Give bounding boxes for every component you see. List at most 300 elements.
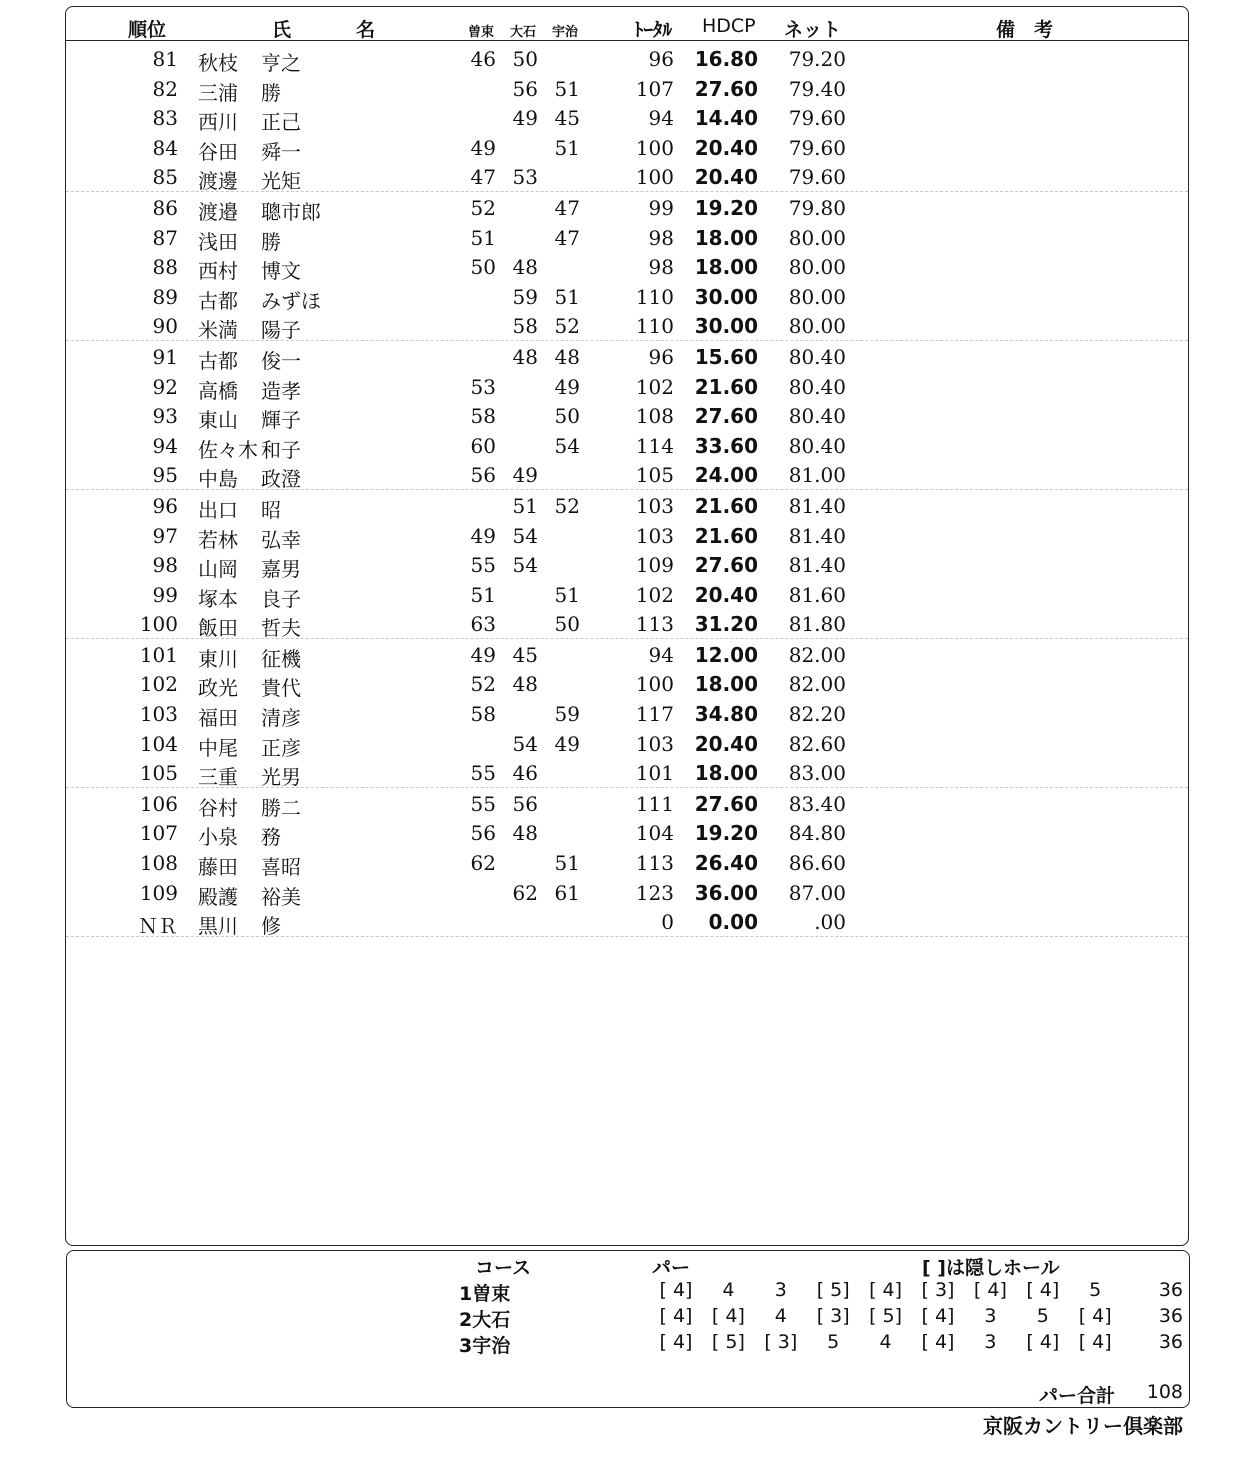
cell-s3: 52 bbox=[554, 493, 580, 518]
hole-par: 4 bbox=[879, 1331, 892, 1353]
cell-given: 光矩 bbox=[261, 169, 301, 194]
cell-rank: 102 bbox=[139, 672, 178, 697]
cell-total: 113 bbox=[635, 612, 674, 637]
table-row bbox=[66, 102, 1188, 135]
cell-family: 飯田 bbox=[198, 616, 238, 641]
cell-net: 81.40 bbox=[788, 553, 846, 578]
cell-rank: 91 bbox=[152, 344, 178, 369]
cell-hdcp: 27.60 bbox=[694, 404, 758, 429]
cell-total: 105 bbox=[635, 463, 674, 488]
cell-net: 82.20 bbox=[788, 702, 846, 727]
cell-family: 出口 bbox=[198, 497, 238, 522]
course-par-total: 36 bbox=[1158, 1305, 1183, 1327]
hole-par: [ 4] bbox=[1026, 1331, 1060, 1353]
hole-par: [ 3] bbox=[764, 1331, 798, 1353]
cell-total: 103 bbox=[635, 731, 674, 756]
cell-s1: 51 bbox=[470, 225, 496, 250]
cell-rank: 109 bbox=[139, 880, 178, 905]
table-row bbox=[66, 906, 1188, 937]
cell-s1: 62 bbox=[470, 851, 496, 876]
cell-net: 81.80 bbox=[788, 612, 846, 637]
cell-total: 98 bbox=[648, 225, 674, 250]
cell-family: 政光 bbox=[198, 676, 238, 701]
cell-total: 102 bbox=[635, 374, 674, 399]
cell-s1: 49 bbox=[470, 135, 496, 160]
cell-s3: 49 bbox=[554, 731, 580, 756]
table-row bbox=[66, 222, 1188, 252]
table-row bbox=[66, 310, 1188, 341]
cell-family: 西村 bbox=[198, 259, 238, 284]
cell-family: 谷村 bbox=[198, 795, 238, 820]
cell-hdcp: 18.00 bbox=[694, 761, 758, 786]
header-name-2: 名 bbox=[356, 19, 376, 41]
cell-net: 80.00 bbox=[788, 284, 846, 309]
table-row bbox=[66, 281, 1188, 311]
cell-hdcp: 34.80 bbox=[694, 702, 758, 727]
cell-hdcp: 15.60 bbox=[694, 344, 758, 369]
table-row bbox=[66, 161, 1188, 192]
cell-rank: 83 bbox=[152, 106, 178, 131]
cell-s3: 50 bbox=[554, 404, 580, 429]
cell-net: 81.40 bbox=[788, 523, 846, 548]
cell-rank: 84 bbox=[152, 135, 178, 160]
cell-s3: 51 bbox=[554, 76, 580, 101]
cell-s2: 54 bbox=[512, 553, 538, 578]
cell-hdcp: 30.00 bbox=[694, 284, 758, 309]
cell-net: 81.00 bbox=[788, 463, 846, 488]
table-row bbox=[66, 847, 1188, 880]
hole-par: [ 3] bbox=[816, 1305, 850, 1327]
cell-family: 佐々木 bbox=[198, 437, 258, 462]
cell-rank: 108 bbox=[139, 851, 178, 876]
cell-total: 100 bbox=[635, 672, 674, 697]
cell-hdcp: 20.40 bbox=[694, 731, 758, 756]
cell-rank: 100 bbox=[139, 612, 178, 637]
header-course1: 曽束 bbox=[468, 25, 495, 40]
table-row bbox=[66, 73, 1188, 103]
cell-rank: 107 bbox=[139, 821, 178, 846]
cell-total: 98 bbox=[648, 255, 674, 280]
hole-par: [ 4] bbox=[659, 1305, 693, 1327]
cell-rank: 92 bbox=[152, 374, 178, 399]
cell-hdcp: 36.00 bbox=[694, 880, 758, 905]
club-name: 京阪カントリー倶楽部 bbox=[983, 1414, 1183, 1438]
cell-hdcp: 30.00 bbox=[694, 314, 758, 339]
cell-given: 弘幸 bbox=[261, 527, 301, 552]
hidden-hole-note: [ ]は隠しホール bbox=[922, 1257, 1060, 1279]
cell-family: 黒川 bbox=[198, 914, 238, 939]
cell-family: 秋枝 bbox=[198, 51, 238, 75]
cell-s1: 56 bbox=[470, 821, 496, 846]
cell-total: 103 bbox=[635, 493, 674, 518]
cell-s2: 46 bbox=[512, 761, 538, 786]
cell-s2: 48 bbox=[512, 255, 538, 280]
cell-rank: 88 bbox=[152, 255, 178, 280]
cell-total: 96 bbox=[648, 47, 674, 71]
course-name: 3宇治 bbox=[459, 1335, 511, 1357]
table-row bbox=[66, 788, 1188, 818]
cell-family: 小泉 bbox=[198, 825, 238, 850]
cell-net: 83.40 bbox=[788, 791, 846, 816]
hole-par: [ 5] bbox=[711, 1331, 745, 1353]
hole-par: 3 bbox=[984, 1331, 997, 1353]
results-table bbox=[65, 6, 1189, 1246]
cell-s1: 51 bbox=[470, 582, 496, 607]
cell-s2: 56 bbox=[512, 76, 538, 101]
cell-net: 80.40 bbox=[788, 374, 846, 399]
table-row bbox=[66, 757, 1188, 788]
cell-hdcp: 12.00 bbox=[694, 642, 758, 667]
cell-rank: 81 bbox=[152, 47, 178, 71]
cell-total: 113 bbox=[635, 851, 674, 876]
cell-s2: 48 bbox=[512, 821, 538, 846]
cell-given: 良子 bbox=[261, 586, 301, 611]
cell-total: 94 bbox=[648, 106, 674, 131]
cell-s1: 53 bbox=[470, 374, 496, 399]
par-total-label: パー合計 bbox=[1039, 1385, 1116, 1407]
table-row bbox=[66, 251, 1188, 284]
header-course3: 宇治 bbox=[552, 25, 579, 40]
cell-s3: 51 bbox=[554, 135, 580, 160]
hole-pars bbox=[650, 1331, 1110, 1357]
cell-given: 俊一 bbox=[261, 348, 301, 373]
cell-given: 嘉男 bbox=[261, 557, 301, 582]
cell-s3: 48 bbox=[554, 344, 580, 369]
cell-total: 117 bbox=[635, 702, 674, 727]
cell-s3: 51 bbox=[554, 284, 580, 309]
cell-total: 110 bbox=[635, 284, 674, 309]
cell-s3: 61 bbox=[554, 880, 580, 905]
cell-family: 渡邉 bbox=[198, 199, 238, 224]
cell-given: 勝 bbox=[261, 229, 281, 254]
cell-s1: 63 bbox=[470, 612, 496, 637]
hole-par: 5 bbox=[1036, 1305, 1049, 1327]
par-label: パー bbox=[652, 1257, 691, 1279]
cell-net: 79.60 bbox=[788, 165, 846, 190]
cell-family: 福田 bbox=[198, 706, 238, 731]
cell-s1: 49 bbox=[470, 523, 496, 548]
cell-net: .00 bbox=[814, 910, 846, 935]
cell-total: 96 bbox=[648, 344, 674, 369]
cell-total: 111 bbox=[635, 791, 674, 816]
table-row bbox=[66, 459, 1188, 490]
cell-hdcp: 26.40 bbox=[694, 851, 758, 876]
table-row bbox=[66, 192, 1188, 222]
cell-total: 94 bbox=[648, 642, 674, 667]
cell-s2: 49 bbox=[512, 463, 538, 488]
cell-s1: 55 bbox=[470, 791, 496, 816]
cell-family: 西川 bbox=[198, 110, 238, 135]
cell-s3: 54 bbox=[554, 433, 580, 458]
hole-par: [ 4] bbox=[711, 1305, 745, 1327]
hole-par: 3 bbox=[774, 1279, 787, 1301]
cell-net: 84.80 bbox=[788, 821, 846, 846]
cell-total: 103 bbox=[635, 523, 674, 548]
cell-total: 114 bbox=[635, 433, 674, 458]
cell-s2: 56 bbox=[512, 791, 538, 816]
header-net: ネット bbox=[784, 19, 842, 41]
cell-s1: 55 bbox=[470, 761, 496, 786]
cell-given: 和子 bbox=[261, 437, 301, 462]
cell-s2: 50 bbox=[512, 47, 538, 71]
cell-total: 99 bbox=[648, 195, 674, 220]
cell-family: 三重 bbox=[198, 765, 238, 790]
cell-rank: 90 bbox=[152, 314, 178, 339]
cell-s3: 49 bbox=[554, 374, 580, 399]
cell-net: 79.60 bbox=[788, 135, 846, 160]
cell-given: 輝子 bbox=[261, 408, 301, 433]
cell-total: 0 bbox=[661, 910, 674, 935]
cell-s2: 54 bbox=[512, 523, 538, 548]
cell-net: 80.00 bbox=[788, 255, 846, 280]
cell-s2: 49 bbox=[512, 106, 538, 131]
cell-rank: 97 bbox=[152, 523, 178, 548]
hole-pars bbox=[650, 1279, 1110, 1305]
cell-given: 博文 bbox=[261, 259, 301, 284]
cell-hdcp: 18.00 bbox=[694, 672, 758, 697]
cell-hdcp: 19.20 bbox=[694, 195, 758, 220]
cell-given: 亨之 bbox=[261, 51, 301, 75]
cell-s2: 58 bbox=[512, 314, 538, 339]
cell-given: 光男 bbox=[261, 765, 301, 790]
cell-given: 舜一 bbox=[261, 139, 301, 164]
cell-s2: 48 bbox=[512, 344, 538, 369]
cell-net: 81.60 bbox=[788, 582, 846, 607]
cell-net: 80.40 bbox=[788, 344, 846, 369]
header-course2: 大石 bbox=[510, 25, 537, 40]
cell-s1: 50 bbox=[470, 255, 496, 280]
cell-s3: 59 bbox=[554, 702, 580, 727]
hole-par: 5 bbox=[1089, 1279, 1102, 1301]
cell-total: 123 bbox=[635, 880, 674, 905]
hole-par: [ 5] bbox=[869, 1305, 903, 1327]
cell-net: 79.60 bbox=[788, 106, 846, 131]
course-par-box bbox=[66, 1250, 1190, 1408]
cell-hdcp: 31.20 bbox=[694, 612, 758, 637]
cell-given: 昭 bbox=[261, 497, 281, 522]
cell-s1: 58 bbox=[470, 404, 496, 429]
header-rank: 順位 bbox=[128, 19, 167, 41]
table-row bbox=[66, 608, 1188, 639]
cell-family: 浅田 bbox=[198, 229, 238, 254]
header-name-1: 氏 bbox=[272, 19, 292, 41]
hole-par: [ 3] bbox=[921, 1279, 955, 1301]
table-row bbox=[66, 668, 1188, 701]
hole-par: [ 4] bbox=[1078, 1331, 1112, 1353]
hole-par: [ 4] bbox=[1026, 1279, 1060, 1301]
cell-given: 正己 bbox=[261, 110, 301, 135]
cell-given: 貴代 bbox=[261, 676, 301, 701]
cell-hdcp: 14.40 bbox=[694, 106, 758, 131]
cell-s2: 54 bbox=[512, 731, 538, 756]
cell-family: 殿護 bbox=[198, 884, 238, 909]
table-row bbox=[66, 490, 1188, 520]
cell-rank: 95 bbox=[152, 463, 178, 488]
cell-net: 82.00 bbox=[788, 672, 846, 697]
cell-s1: 52 bbox=[470, 672, 496, 697]
table-row bbox=[66, 877, 1188, 907]
cell-hdcp: 21.60 bbox=[694, 523, 758, 548]
header-remarks: 備 考 bbox=[996, 19, 1054, 41]
cell-s1: 60 bbox=[470, 433, 496, 458]
hole-par: [ 4] bbox=[973, 1279, 1007, 1301]
cell-family: 若林 bbox=[198, 527, 238, 552]
cell-hdcp: 21.60 bbox=[694, 374, 758, 399]
cell-rank: 101 bbox=[139, 642, 178, 667]
cell-rank: 103 bbox=[139, 702, 178, 727]
table-row bbox=[66, 43, 1188, 73]
cell-s2: 62 bbox=[512, 880, 538, 905]
cell-hdcp: 18.00 bbox=[694, 255, 758, 280]
cell-given: 政澄 bbox=[261, 467, 301, 492]
cell-rank: 86 bbox=[152, 195, 178, 220]
cell-net: 80.00 bbox=[788, 314, 846, 339]
table-row bbox=[66, 817, 1188, 850]
course-row bbox=[67, 1279, 1189, 1305]
cell-hdcp: 21.60 bbox=[694, 493, 758, 518]
cell-s2: 45 bbox=[512, 642, 538, 667]
cell-total: 107 bbox=[635, 76, 674, 101]
cell-family: 東山 bbox=[198, 408, 238, 433]
cell-net: 80.00 bbox=[788, 225, 846, 250]
cell-total: 108 bbox=[635, 404, 674, 429]
header-total: ﾄｰﾀﾙ bbox=[634, 19, 673, 41]
cell-s3: 45 bbox=[554, 106, 580, 131]
table-row bbox=[66, 698, 1188, 731]
cell-s3: 50 bbox=[554, 612, 580, 637]
cell-total: 104 bbox=[635, 821, 674, 846]
cell-hdcp: 20.40 bbox=[694, 582, 758, 607]
cell-family: 渡邊 bbox=[198, 169, 238, 194]
cell-rank: 85 bbox=[152, 165, 178, 190]
cell-hdcp: 27.60 bbox=[694, 76, 758, 101]
cell-family: 高橋 bbox=[198, 378, 238, 403]
cell-given: 征機 bbox=[261, 646, 301, 671]
cell-family: 谷田 bbox=[198, 139, 238, 164]
table-header bbox=[66, 7, 1188, 41]
cell-given: 正彦 bbox=[261, 735, 301, 760]
cell-rank: 82 bbox=[152, 76, 178, 101]
cell-s1: 56 bbox=[470, 463, 496, 488]
cell-rank: 93 bbox=[152, 404, 178, 429]
cell-s3: 51 bbox=[554, 582, 580, 607]
cell-given: 修 bbox=[261, 914, 281, 939]
cell-s1: 58 bbox=[470, 702, 496, 727]
cell-family: 中尾 bbox=[198, 735, 238, 760]
cell-s3: 51 bbox=[554, 851, 580, 876]
cell-family: 藤田 bbox=[198, 855, 238, 880]
cell-s1: 49 bbox=[470, 642, 496, 667]
hole-pars bbox=[650, 1305, 1110, 1331]
cell-hdcp: 27.60 bbox=[694, 791, 758, 816]
cell-hdcp: 27.60 bbox=[694, 553, 758, 578]
cell-given: 喜昭 bbox=[261, 855, 301, 880]
cell-net: 82.60 bbox=[788, 731, 846, 756]
cell-total: 102 bbox=[635, 582, 674, 607]
cell-net: 80.40 bbox=[788, 433, 846, 458]
table-row bbox=[66, 728, 1188, 758]
cell-net: 82.00 bbox=[788, 642, 846, 667]
table-row bbox=[66, 132, 1188, 162]
cell-given: 聰市郎 bbox=[261, 199, 321, 224]
header-hdcp: HDCP bbox=[702, 15, 756, 37]
cell-family: 山岡 bbox=[198, 557, 238, 582]
cell-s2: 53 bbox=[512, 165, 538, 190]
course-name: 1曽束 bbox=[459, 1283, 511, 1305]
hole-par: [ 4] bbox=[659, 1279, 693, 1301]
cell-family: 東川 bbox=[198, 646, 238, 671]
cell-s1: 52 bbox=[470, 195, 496, 220]
cell-net: 79.20 bbox=[788, 47, 846, 71]
cell-rank: 87 bbox=[152, 225, 178, 250]
cell-rank: 106 bbox=[139, 791, 178, 816]
course-row bbox=[67, 1331, 1189, 1357]
table-row bbox=[66, 639, 1188, 669]
hole-par: 5 bbox=[827, 1331, 840, 1353]
cell-total: 101 bbox=[635, 761, 674, 786]
hole-par: 3 bbox=[984, 1305, 997, 1327]
cell-net: 87.00 bbox=[788, 880, 846, 905]
cell-s3: 47 bbox=[554, 195, 580, 220]
cell-given: 勝二 bbox=[261, 795, 301, 820]
cell-given: 哲夫 bbox=[261, 616, 301, 641]
hole-par: 4 bbox=[722, 1279, 735, 1301]
cell-total: 109 bbox=[635, 553, 674, 578]
cell-hdcp: 0.00 bbox=[708, 910, 758, 935]
hole-par: 4 bbox=[774, 1305, 787, 1327]
cell-net: 86.60 bbox=[788, 851, 846, 876]
cell-family: 塚本 bbox=[198, 586, 238, 611]
cell-net: 81.40 bbox=[788, 493, 846, 518]
hole-par: [ 5] bbox=[816, 1279, 850, 1301]
cell-family: 三浦 bbox=[198, 80, 238, 105]
cell-hdcp: 24.00 bbox=[694, 463, 758, 488]
cell-rank: 104 bbox=[139, 731, 178, 756]
cell-given: 造孝 bbox=[261, 378, 301, 403]
cell-rank: 98 bbox=[152, 553, 178, 578]
cell-hdcp: 33.60 bbox=[694, 433, 758, 458]
cell-family: 中島 bbox=[198, 467, 238, 492]
cell-given: 裕美 bbox=[261, 884, 301, 909]
cell-s2: 48 bbox=[512, 672, 538, 697]
table-body bbox=[66, 43, 1188, 937]
table-row bbox=[66, 520, 1188, 550]
cell-s3: 47 bbox=[554, 225, 580, 250]
cell-family: 古都 bbox=[198, 288, 238, 313]
cell-s2: 51 bbox=[512, 493, 538, 518]
cell-hdcp: 20.40 bbox=[694, 135, 758, 160]
cell-family: 古都 bbox=[198, 348, 238, 373]
table-row bbox=[66, 341, 1188, 371]
course-row bbox=[67, 1305, 1189, 1331]
cell-family: 米満 bbox=[198, 318, 238, 343]
cell-rank: 89 bbox=[152, 284, 178, 309]
course-par-total: 36 bbox=[1158, 1331, 1183, 1353]
table-row bbox=[66, 400, 1188, 433]
course-par-total: 36 bbox=[1158, 1279, 1183, 1301]
cell-net: 80.40 bbox=[788, 404, 846, 429]
cell-net: 79.40 bbox=[788, 76, 846, 101]
hole-par: [ 4] bbox=[659, 1331, 693, 1353]
cell-given: 清彦 bbox=[261, 706, 301, 731]
cell-hdcp: 19.20 bbox=[694, 821, 758, 846]
cell-given: 陽子 bbox=[261, 318, 301, 343]
hole-par: [ 4] bbox=[921, 1305, 955, 1327]
cell-net: 79.80 bbox=[788, 195, 846, 220]
cell-rank: 99 bbox=[152, 582, 178, 607]
course-label: コース bbox=[475, 1257, 532, 1279]
cell-rank: 94 bbox=[152, 433, 178, 458]
